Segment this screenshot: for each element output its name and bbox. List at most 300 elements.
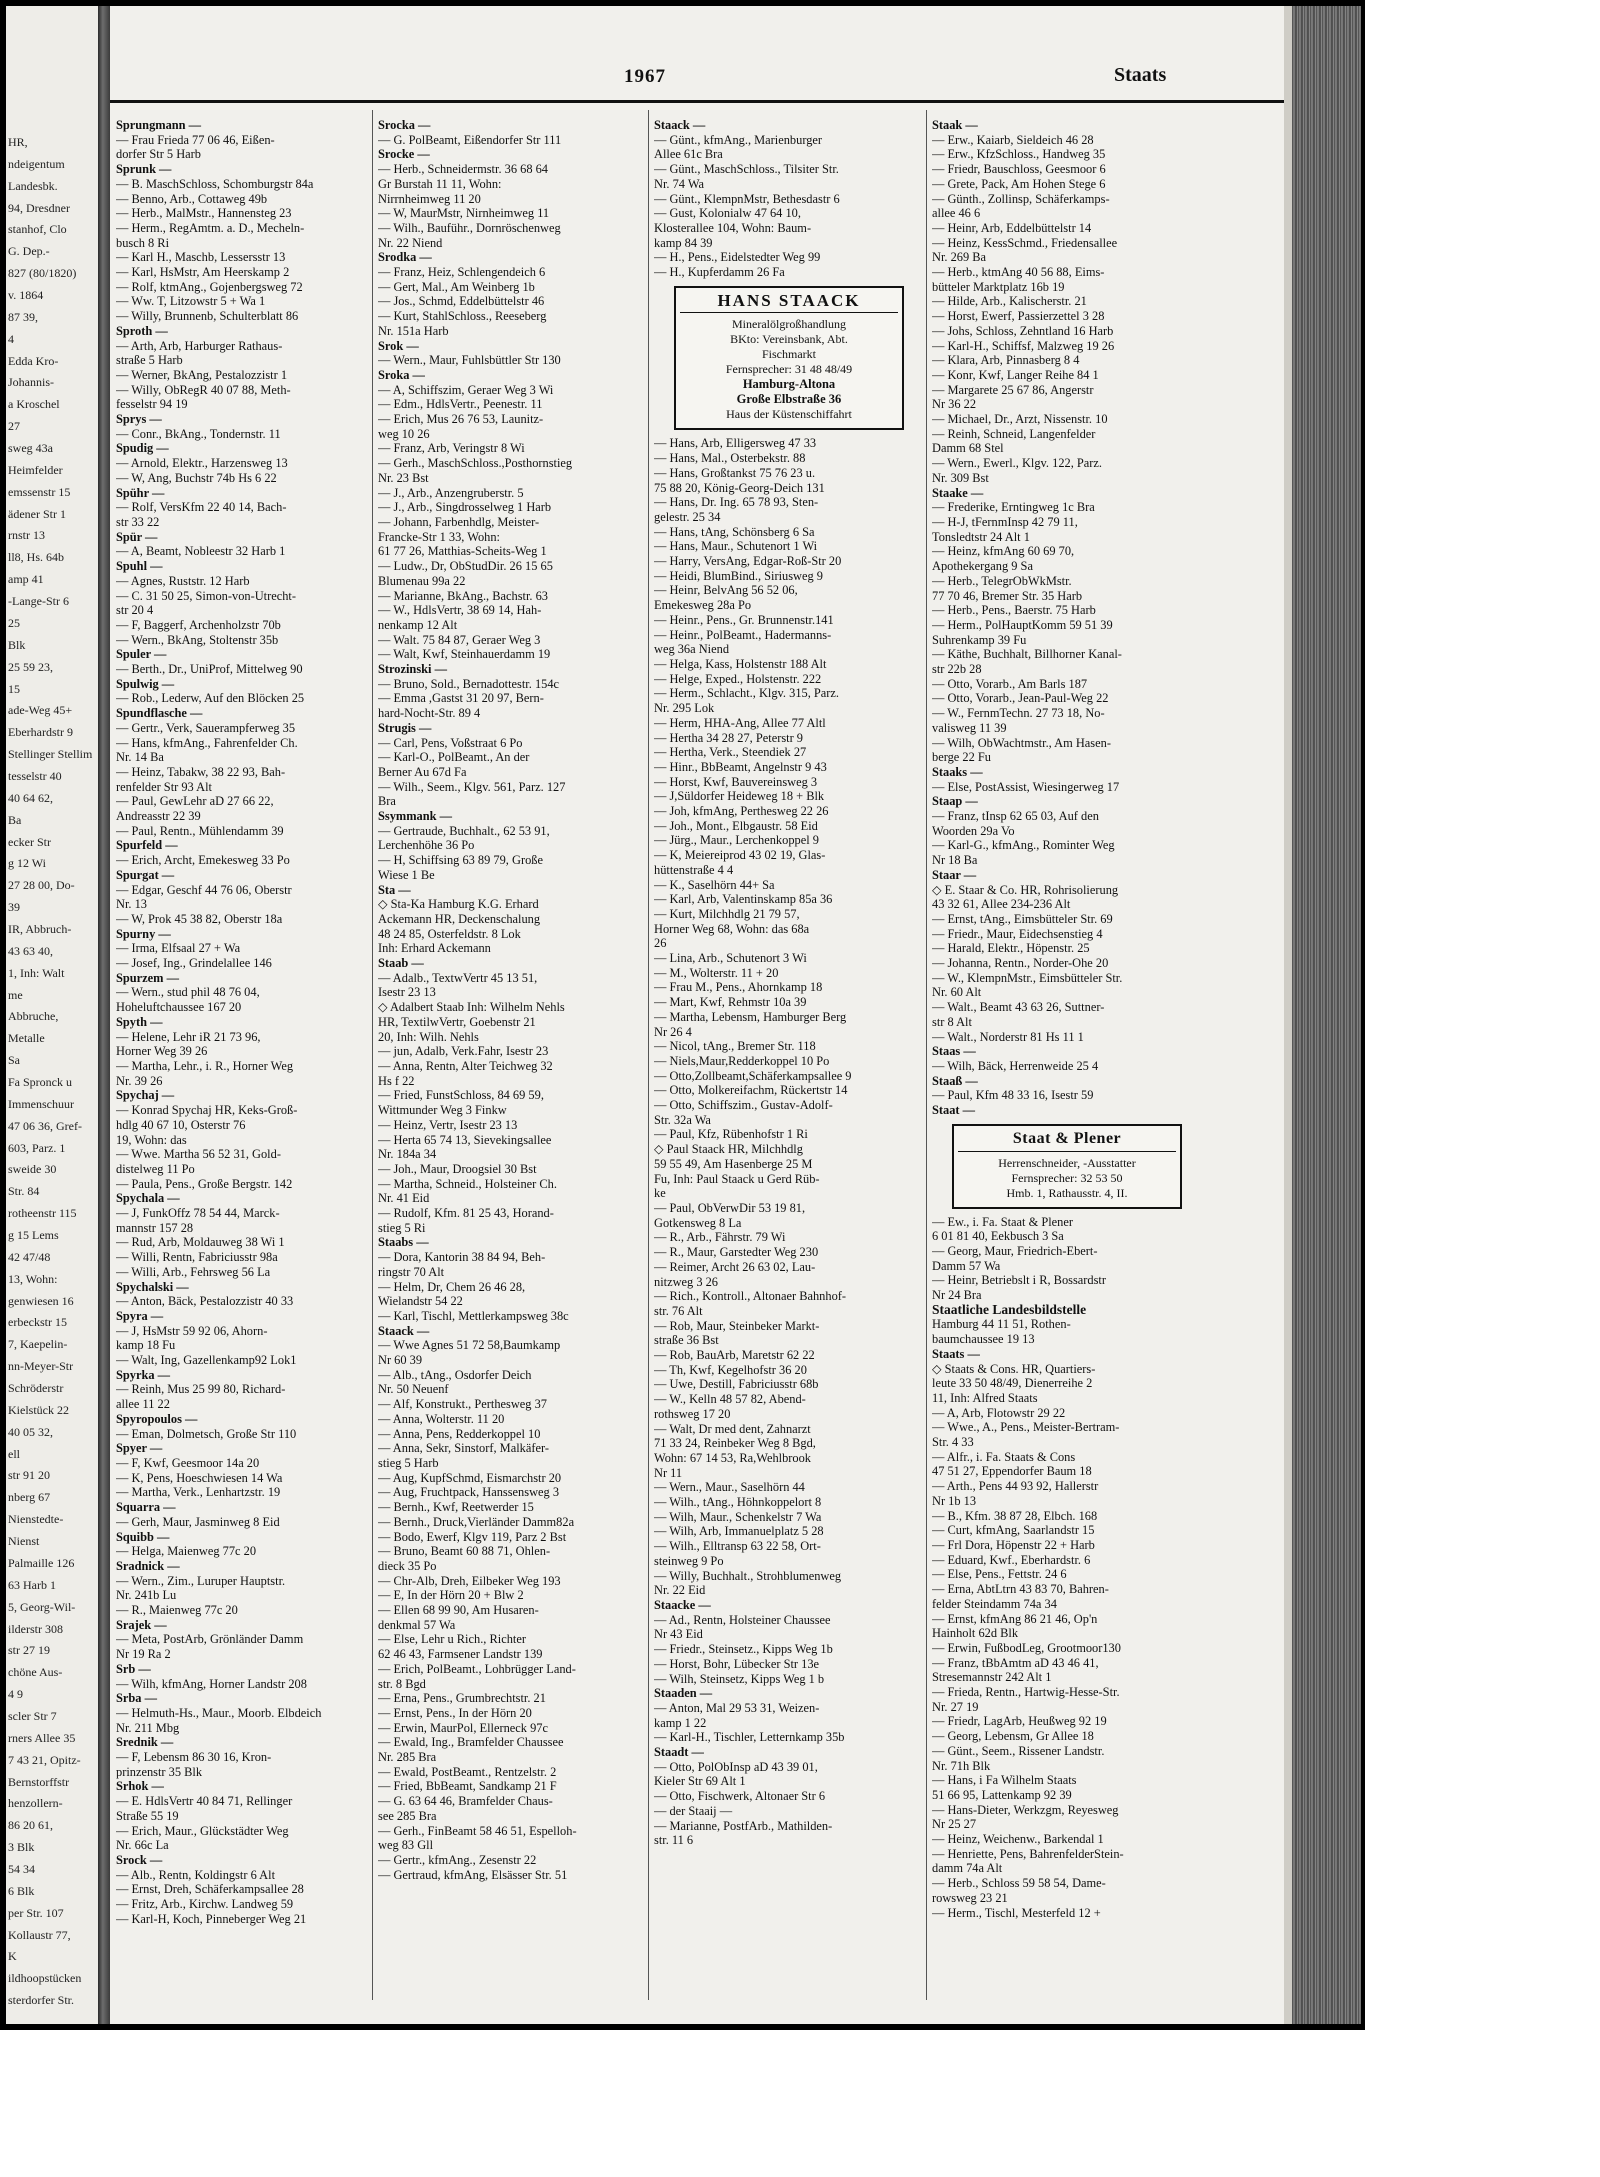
directory-entry: — Ernst, kfmAng 86 21 46, Op'n [932,1611,1098,1626]
directory-entry: — Wern., BkAng, Stoltenstr 35b [116,632,279,647]
directory-entry: Staat — [932,1103,976,1118]
fragment-line: amp 41 [8,572,44,587]
directory-entry: Sprunk — [116,162,172,177]
directory-entry: — Eduard, Kwf., Eberhardstr. 6 [932,1552,1091,1567]
directory-entry: — Else, Pens., Fettstr. 24 6 [932,1567,1067,1582]
directory-entry: Srock — [116,1852,163,1867]
directory-entry: Bra [378,794,396,809]
directory-entry: Apothekergang 9 Sa [932,559,1033,574]
directory-entry: — Frau Frieda 77 06 46, Eißen- [116,132,275,147]
directory-entry: — Günt., MaschSchloss., Tilsiter Str. [654,162,839,177]
directory-entry: — Martha, Lebensm, Hamburger Berg [654,1009,847,1024]
directory-entry: Sprungmann — [116,118,202,132]
fragment-line: Bernstorffstr [8,1774,70,1789]
directory-entry: — Wilh, Arb, Immanuelplatz 5 28 [654,1524,824,1539]
directory-entry: Nr 26 4 [654,1024,692,1039]
directory-entry: — Gertraude, Buchhalt., 62 53 91, [378,823,550,838]
directory-entry: renfelder Str 93 Alt [116,779,213,794]
directory-entry: Berner Au 67d Fa [378,764,467,779]
directory-entry: Nr. 14 Ba [116,750,164,765]
directory-entry: — Frau M., Pens., Ahornkamp 18 [654,980,823,995]
directory-entry: — Agnes, Ruststr. 12 Harb [116,573,250,588]
directory-entry: gelestr. 25 34 [654,509,721,524]
directory-entry: — Arth., Pens 44 93 92, Hallerstr [932,1479,1099,1494]
page-edge [1284,6,1292,2024]
directory-entry: — Rolf, ktmAng., Gojenbergsweg 72 [116,279,303,294]
directory-entry: Staar — [932,867,977,882]
directory-entry: fesselstr 94 19 [116,397,188,412]
directory-entry: Nr. 71h Blk [932,1758,991,1773]
directory-entry: — Henriette, Pens, BahrenfelderStein- [932,1846,1124,1861]
ad-line: Herrenschneider, -Ausstatter [998,1155,1136,1170]
fragment-line: 7 43 21, Opitz- [8,1752,81,1767]
directory-entry: ◇ Sta-Ka Hamburg K.G. Erhard [378,897,539,912]
directory-entry: Nr. 269 Ba [932,250,987,265]
directory-entry: — Wern., Zim., Luruper Hauptstr. [116,1573,286,1588]
directory-entry: — Gert, Mal., Am Weinberg 1b [378,279,535,294]
directory-entry: — Wern., Maur, Fuhlsbüttler Str 130 [378,353,561,368]
directory-entry: Wielandstr 54 22 [378,1294,463,1309]
directory-entry: — Dora, Kantorin 38 84 94, Beh- [378,1250,546,1265]
directory-entry: — Walt, Kwf, Steinhauerdamm 19 [378,647,551,662]
directory-entry: — Curt, kfmAng, Saarlandstr 15 [932,1523,1095,1538]
directory-entry: — Otto, Vorarb., Am Barls 187 [932,676,1088,691]
fragment-line: g 15 Lems [8,1228,59,1243]
directory-entry: kamp 1 22 [654,1715,707,1730]
ad-line: Fischmarkt [762,347,816,362]
ad-line: Haus der Küstenschiffahrt [726,407,852,422]
directory-entry: Tonsledtstr 24 Alt 1 [932,529,1030,544]
directory-entry: Nr. 151a Harb [378,323,449,338]
fragment-line: Kollaustr 77, [8,1927,71,1942]
directory-entry: — Rolf, VersKfm 22 40 14, Bach- [116,500,287,515]
directory-entry: — Erna, Pens., Grumbrechtstr. 21 [378,1691,546,1706]
directory-entry: — Gerh, Maur, Jasminweg 8 Eid [116,1514,280,1529]
directory-entry: Srajek — [116,1617,167,1632]
fragment-line: ildhoopstücken [8,1971,82,1986]
directory-entry: — Martha, Verk., Lenhartzstr. 19 [116,1485,281,1500]
fragment-line: Nienstedte- [8,1512,64,1527]
directory-entry: felder Steindamm 74a 34 [932,1596,1057,1611]
directory-entry: — Paul, Rentn., Mühlendamm 39 [116,823,284,838]
fragment-line: emssenstr 15 [8,484,71,499]
directory-entry: Sroka — [378,367,425,382]
directory-entry: — Wwe. Martha 56 52 31, Gold- [116,1147,281,1162]
directory-entry: — Anna, Pens, Redderkoppel 10 [378,1426,541,1441]
fragment-line: sweide 30 [8,1162,57,1177]
directory-entry: — Ew., i. Fa. Staat & Plener [932,1214,1073,1229]
directory-entry: — Franz, tInsp 62 65 03, Auf den [932,809,1099,824]
directory-entry: Staacke — [654,1597,711,1612]
directory-entry: — K., Saselhörn 44+ Sa [654,877,775,892]
directory-entry: 26 [654,936,667,951]
directory-entry: Srb — [116,1661,151,1676]
directory-entry: — H, Schiffsing 63 89 79, Große [378,853,543,868]
directory-entry: — C. 31 50 25, Simon-von-Utrecht- [116,588,296,603]
directory-entry: Srba — [116,1691,157,1706]
directory-entry: — Georg, Lebensm, Gr Allee 18 [932,1729,1094,1744]
directory-entry: — Carl, Pens, Voßstraat 6 Po [378,735,523,750]
directory-column-3 [654,118,912,2003]
directory-entry: — Marianne, BkAng., Bachstr. 63 [378,588,549,603]
directory-entry: Nr. 295 Lok [654,701,715,716]
directory-entry: Andreasstr 22 39 [116,809,201,824]
directory-entry: Srodka — [378,250,432,265]
directory-entry: Damm 68 Stel [932,441,1004,456]
directory-entry: — Friedr., Steinsetz., Kipps Weg 1b [654,1642,833,1657]
directory-entry: Sprys — [116,412,162,427]
directory-entry: Sproth — [116,323,168,338]
directory-entry: — J,Süldorfer Heideweg 18 + Blk [654,789,825,804]
directory-entry: Staaden — [654,1686,713,1701]
directory-entry: kamp 18 Fu [116,1338,176,1353]
directory-entry: — Franz, tBbAmtm aD 43 46 41, [932,1655,1099,1670]
directory-entry: Klosterallee 104, Wohn: Baum- [654,220,812,235]
directory-entry: — Karl-H., Tischler, Letternkamp 35b [654,1730,845,1745]
fragment-line: 3 Blk [8,1840,35,1855]
directory-entry: Squibb — [116,1529,170,1544]
fragment-line: K [8,1949,17,1964]
directory-entry: Nr. 309 Bst [932,470,989,485]
fragment-line: ell [8,1446,20,1461]
fragment-line: 6 Blk [8,1883,35,1898]
directory-entry: — Eman, Dolmetsch, Große Str 110 [116,1426,297,1441]
directory-entry: — Gertr., Verk, Sauerampferweg 35 [116,720,296,735]
directory-entry: — Ww. T, Litzowstr 5 + Wa 1 [116,294,266,309]
directory-entry: — Frederike, Erntingweg 1c Bra [932,500,1095,515]
directory-entry: — Erw., KfzSchloss., Handweg 35 [932,147,1106,162]
directory-entry: 51 66 95, Lattenkamp 92 39 [932,1787,1072,1802]
directory-entry: — Emma ,Gastst 31 20 97, Bern- [378,691,544,706]
directory-entry: — Hilde, Arb., Kalischerstr. 21 [932,294,1087,309]
directory-entry: — Harry, VersAng, Edgar-Roß-Str 20 [654,554,842,569]
directory-entry: — jun, Adalb, Verk.Fahr, Isestr 23 [378,1044,549,1059]
fragment-line: Str. 84 [8,1184,40,1199]
directory-entry: — Edm., HdlsVertr., Peenestr. 11 [378,397,543,412]
fragment-line: Heimfelder [8,462,63,477]
directory-entry: ◇ Paul Staack HR, Milchhdlg [654,1142,803,1157]
directory-entry: — Anton, Bäck, Pestalozzistr 40 33 [116,1294,294,1309]
directory-entry: — Wern., Maur., Saselhörn 44 [654,1480,805,1495]
directory-entry: 43 32 61, Allee 234-236 Alt [932,897,1071,912]
directory-entry: 6 01 81 40, Eekbusch 3 Sa [932,1229,1064,1244]
directory-entry: — Else, Lehr u Rich., Richter [378,1632,526,1647]
directory-entry: str. 76 Alt [654,1303,703,1318]
directory-entry: — Hertha, Verk., Steendiek 27 [654,745,807,760]
directory-entry: Spurny — [116,926,171,941]
directory-entry: — Wwe., A., Pens., Meister-Bertram- [932,1420,1120,1435]
directory-entry: — W., FernmTechn. 27 73 18, No- [932,706,1105,721]
directory-entry: Strugis — [378,720,432,735]
directory-entry: ke [654,1186,666,1201]
directory-entry: — Rob., Lederw, Auf den Blöcken 25 [116,691,305,706]
directory-entry: — Helmuth-Hs., Maur., Moorb. Elbdeich [116,1705,322,1720]
directory-entry: Srocke — [378,147,430,162]
directory-entry: — Johs, Schloss, Zehntland 16 Harb [932,323,1114,338]
directory-entry: — Karl, Arb, Valentinskamp 85a 36 [654,892,833,907]
directory-column-2 [378,118,636,2003]
directory-entry: — Erich, Maur., Glückstädter Weg [116,1823,289,1838]
fragment-line: Schröderstr [8,1381,64,1396]
directory-entry: — Heinr., Pens., Gr. Brunnenstr.141 [654,612,834,627]
directory-entry: — Grete, Pack, Am Hohen Stege 6 [932,176,1106,191]
directory-entry: — H-J, tFernmInsp 42 79 11, [932,514,1078,529]
directory-entry: ◇ E. Staar & Co. HR, Rohrisolierung [932,882,1119,897]
directory-entry: — E, In der Hörn 20 + Blw 2 [378,1588,524,1603]
directory-entry: — Karl-H., Schiffsf, Malzweg 19 26 [932,338,1115,353]
directory-entry: — Herm., Schlacht., Klgv. 315, Parz. [654,686,840,701]
directory-entry: — Alb., tAng., Osdorfer Deich [378,1367,532,1382]
fragment-line: str 27 19 [8,1643,50,1658]
directory-entry: Gotkensweg 8 La [654,1215,742,1230]
directory-entry: Wohn: 67 14 53, Ra,Wehlbrook [654,1450,811,1465]
directory-entry: str. 11 6 [654,1833,694,1848]
directory-entry: — Kurt, Milchhdlg 21 79 57, [654,906,800,921]
directory-entry: 61 77 26, Matthias-Scheits-Weg 1 [378,544,547,559]
directory-entry: Spyra — [116,1308,164,1323]
directory-entry: Nr 36 22 [932,397,977,412]
fragment-line: sterdorfer Str. [8,1993,74,2008]
directory-entry: — Karl, HsMstr, Am Heerskamp 2 [116,265,290,280]
directory-entry: — Bruno, Sold., Bernadottestr. 154c [378,676,560,691]
directory-entry: Nr. 241b Lu [116,1588,177,1603]
directory-entry: — Konr, Kwf, Langer Reihe 84 1 [932,367,1099,382]
directory-entry: — Walt. 75 84 87, Geraer Weg 3 [378,632,541,647]
directory-entry: Nr. 211 Mbg [116,1720,180,1735]
fragment-line: 27 [8,419,20,434]
directory-entry: rothsweg 17 20 [654,1406,731,1421]
directory-entry: — Herb., Pens., Baerstr. 75 Harb [932,603,1096,618]
directory-entry: — Otto, Vorarb., Jean-Paul-Weg 22 [932,691,1109,706]
fragment-line: erbeckstr 15 [8,1315,67,1330]
fragment-line: str 91 20 [8,1468,50,1483]
directory-entry: — W., Kelln 48 57 82, Abend- [654,1392,806,1407]
fragment-line: ilderstr 308 [8,1621,63,1636]
directory-entry: — A, Beamt, Nobleestr 32 Harb 1 [116,544,286,559]
directory-entry: — Wilh, kfmAng, Horner Landstr 208 [116,1676,307,1691]
directory-entry: — Otto, Fischwerk, Altonaer Str 6 [654,1789,826,1804]
directory-entry: — Paul, Kfm 48 33 16, Isestr 59 [932,1088,1094,1103]
directory-entry: — Conr., BkAng., Tondernstr. 11 [116,426,281,441]
directory-entry: Gr Burstah 11 11, Wohn: [378,176,502,191]
directory-entry: Spyropoulos — [116,1411,198,1426]
ad-line: Hamburg-Altona [742,377,836,392]
directory-entry: — Reinh, Mus 25 99 80, Richard- [116,1382,286,1397]
directory-entry: — Karl, Tischl, Mettlerkampsweg 38c [378,1308,569,1323]
directory-entry: — Chr-Alb, Dreh, Eilbeker Weg 193 [378,1573,561,1588]
fragment-line: -Lange-Str 6 [8,594,69,609]
directory-entry: str 22b 28 [932,662,982,677]
directory-entry: — Berth., Dr., UniProf, Mittelweg 90 [116,662,303,677]
directory-entry: — Konrad Spychaj HR, Keks-Groß- [116,1103,298,1118]
directory-entry: — Heinr, BelvAng 56 52 06, [654,583,798,598]
directory-entry: — Ernst, Pens., In der Hörn 20 [378,1705,532,1720]
directory-entry: — Heinr., PolBeamt., Hadermanns- [654,627,832,642]
fragment-line: 25 59 23, [8,659,53,674]
fragment-line: per Str. 107 [8,1905,64,1920]
directory-entry: — Bruno, Beamt 60 88 71, Ohlen- [378,1544,551,1559]
directory-entry: — Günt., kfmAng., Marienburger [654,132,823,147]
directory-entry: — Erwin, FußbodLeg, Grootmoor130 [932,1640,1121,1655]
directory-entry: — Hans-Dieter, Werkzgm, Reyesweg [932,1802,1119,1817]
directory-entry: — Irma, Elfsaal 27 + Wa [116,941,241,956]
directory-entry: — Paul, ObVerwDir 53 19 81, [654,1201,806,1215]
directory-entry: — Frl Dora, Höpenstr 22 + Harb [932,1537,1095,1552]
fragment-line: 25 [8,615,20,630]
directory-entry: — Otto, PolObInsp aD 43 39 01, [654,1759,818,1774]
directory-entry: — Rob, BauArb, Maretstr 62 22 [654,1348,815,1363]
directory-entry: — Heinz, Weichenw., Barkendal 1 [932,1832,1104,1847]
directory-entry: — Wilh, ObWachtmstr., Am Hasen- [932,735,1111,750]
fragment-line: Landesbk. [8,178,58,193]
directory-entry: prinzenstr 35 Blk [116,1764,203,1779]
facing-page-fragments [6,6,98,2024]
directory-entry: — Alf, Konstrukt., Perthesweg 37 [378,1397,547,1412]
directory-entry: — Wilh., Seem., Klgv. 561, Parz. 127 [378,779,566,794]
directory-entry: Spurzem — [116,970,179,985]
directory-entry: dorfer Str 5 Harb [116,147,201,162]
directory-entry: — Paul, Kfz, Rübenhofstr 1 Ri [654,1127,808,1142]
fragment-line: nberg 67 [8,1490,51,1505]
fragment-line: 4 9 [8,1687,23,1702]
directory-entry: — Käthe, Buchhalt, Billhorner Kanal- [932,647,1122,662]
directory-entry: ◇ Adalbert Staab Inh: Wilhelm Nehls [378,1000,565,1015]
directory-entry: Staadt — [654,1745,704,1760]
directory-entry: 71 33 24, Reinbeker Weg 8 Bgd, [654,1436,816,1451]
directory-entry: — Gertr., kfmAng., Zesenstr 22 [378,1852,537,1867]
fragment-line: Metalle [8,1031,45,1046]
fragment-line: Fa Spronck u [8,1075,72,1089]
directory-entry: — Bodo, Ewerf, Klgv 119, Parz 2 Bst [378,1529,567,1544]
directory-entry: — Ernst, Dreh, Schäferkampsallee 28 [116,1882,304,1897]
directory-entry: — K, Meiereiprod 43 02 19, Glas- [654,848,826,863]
fragment-line: 86 20 61, [8,1818,53,1833]
directory-entry: — Ludw., Dr, ObStudDir. 26 15 65 [378,559,553,574]
directory-entry: — Marianne, PostfArb., Mathilden- [654,1818,833,1833]
fragment-line: G. Dep.- [8,244,50,259]
directory-entry: — Edgar, Geschf 44 76 06, Oberstr [116,882,292,897]
directory-entry: Wittmunder Weg 3 Finkw [378,1103,507,1118]
directory-entry: — Uwe, Destill, Fabriciusstr 68b [654,1377,819,1392]
fragment-line: tesselstr 40 [8,768,62,783]
directory-entry: Suhrenkamp 39 Fu [932,632,1027,647]
directory-entry: — Ewald, Ing., Bramfelder Chaussee [378,1735,564,1750]
directory-entry: — Herb., TelegrObWkMstr. [932,573,1072,588]
running-head: Staats [1114,64,1167,86]
fragment-line: 827 (80/1820) [8,266,77,281]
directory-entry: — Horst, Kwf, Bauvereinsweg 3 [654,774,818,789]
directory-entry: — R., Maur, Garstedter Weg 230 [654,1245,819,1260]
ad-title: HANS STAACK [680,294,898,314]
directory-entry: — J., Arb., Singdrosselweg 1 Harb [378,500,552,515]
fragment-line: sweg 43a [8,441,53,456]
directory-entry: — Hertha 34 28 27, Peterstr 9 [654,730,804,745]
directory-entry: — Herb., Schneidermstr. 36 68 64 [378,162,549,177]
directory-entry: — R., Maienweg 77c 20 [116,1603,238,1618]
directory-entry: Squarra — [116,1500,176,1515]
fragment-line: ndeigentum [8,156,65,171]
fragment-line: me [8,987,23,1002]
fragment-line: Nienst [8,1534,40,1549]
directory-entry: — Willy, Buchhalt., Strohblumenweg [654,1568,842,1583]
directory-entry: Nr. 22 Niend [378,235,443,250]
fragment-line: 54 34 [8,1861,35,1876]
directory-entry: — M., Wolterstr. 11 + 20 [654,965,779,980]
directory-entry: Staab — [378,956,424,971]
directory-entry: Fu, Inh: Paul Staack u Gerd Rüb- [654,1171,820,1186]
directory-entry: Hs f 22 [378,1073,415,1088]
directory-entry: — Alfr., i. Fa. Staats & Cons [932,1449,1076,1464]
fragment-line: 40 05 32, [8,1424,53,1439]
directory-entry: Horner Weg 68, Wohn: das 68a [654,921,810,936]
fragment-line: 603, Parz. 1 [8,1140,66,1155]
directory-entry: ringstr 70 Alt [378,1264,445,1279]
directory-entry: — Anton, Mal 29 53 31, Weizen- [654,1700,820,1715]
directory-entry: — Hans, i Fa Wilhelm Staats [932,1773,1077,1788]
directory-entry: hüttenstraße 4 4 [654,862,734,877]
directory-entry: — Meta, PostArb, Grönländer Damm [116,1632,304,1647]
directory-entry: Wiese 1 Be [378,867,435,882]
directory-entry: — Heinz, kfmAng 60 69 70, [932,544,1075,559]
directory-entry: — G. PolBeamt, Eißendorfer Str 111 [378,132,562,147]
directory-entry: 48 24 85, Osterfeldstr. 8 Lok [378,926,521,941]
directory-entry: Spür — [116,529,158,544]
directory-entry: — Gerh., FinBeamt 58 46 51, Espelloh- [378,1823,577,1838]
directory-entry: — Alb., Rentn, Koldingstr 6 Alt [116,1867,276,1882]
directory-entry: Nr. 13 [116,897,147,912]
fragment-line: 40 64 62, [8,790,53,805]
directory-entry: Staack — [654,118,706,132]
directory-entry: — Paul, GewLehr aD 27 66 22, [116,794,274,809]
fragment-line: Stellinger Stellim [8,747,93,762]
directory-entry: Str. 4 33 [932,1435,974,1450]
directory-entry: — A, Arb, Flotowstr 29 22 [932,1405,1066,1420]
directory-entry: — Heidi, BlumBind., Siriusweg 9 [654,568,823,583]
directory-entry: Spuler — [116,647,167,662]
directory-entry: Isestr 23 13 [378,985,436,1000]
directory-page [6,6,1361,2024]
directory-entry: — Hans, Großtankst 75 76 23 u. [654,465,816,480]
directory-entry: — Benno, Arb., Cottaweg 49b [116,191,268,206]
directory-column-1 [116,118,374,2003]
directory-entry: — F, Kwf, Geesmoor 14a 20 [116,1455,260,1470]
directory-entry: Nr. 285 Bra [378,1750,437,1765]
header-rule [110,100,1285,103]
directory-entry: — Herm, HHA-Ang, Allee 77 Altl [654,715,826,730]
fragment-line: Johannis- [8,375,54,390]
fragment-line: 43 63 40, [8,943,53,958]
directory-entry: Nr 11 [654,1465,683,1480]
directory-entry: Spychalski — [116,1279,189,1294]
directory-entry: — Klara, Arb, Pinnasberg 8 4 [932,353,1080,368]
directory-entry: str. 8 Bgd [378,1676,426,1691]
directory-entry: Ackemann HR, Deckenschalung [378,911,541,926]
directory-entry: str 20 4 [116,603,154,618]
fragment-line: 63 Harb 1 [8,1577,56,1592]
directory-entry: Str. 32a Wa [654,1112,711,1127]
directory-entry: — Johanna, Rentn., Norder-Ohe 20 [932,956,1109,971]
directory-entry: — Frieda, Rentn., Hartwig-Hesse-Str. [932,1685,1120,1700]
directory-entry: Srhok — [116,1779,164,1794]
directory-entry: Inh: Erhard Ackemann [378,941,491,956]
directory-entry: — Martha, Lehr., i. R., Horner Weg [116,1059,294,1073]
directory-entry: Staas — [932,1044,976,1059]
directory-entry: Spychala — [116,1191,180,1206]
directory-entry: Spyer — [116,1441,163,1456]
directory-entry: — Ewald, PostBeamt., Rentzelstr. 2 [378,1764,557,1779]
fragment-line: nn-Meyer-Str [8,1359,74,1374]
fragment-line: 87 39, [8,309,38,324]
